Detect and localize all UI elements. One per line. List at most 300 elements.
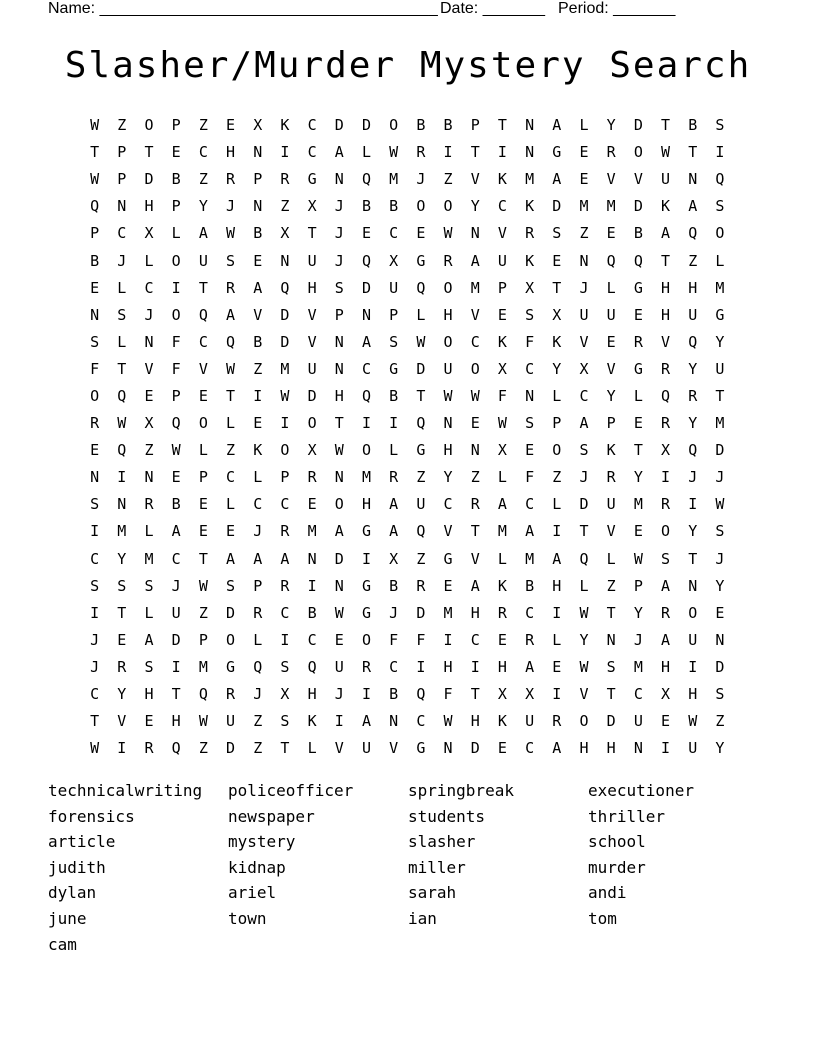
grid-letter[interactable]: E	[497, 630, 507, 649]
grid-letter[interactable]: H	[443, 657, 453, 676]
grid-letter[interactable]: D	[171, 630, 181, 649]
grid-letter[interactable]: R	[416, 576, 426, 595]
grid-letter[interactable]: Q	[715, 170, 725, 189]
grid-letter[interactable]: I	[280, 414, 290, 433]
grid-letter[interactable]: Q	[198, 305, 208, 324]
grid-letter[interactable]: I	[253, 386, 263, 405]
grid-letter[interactable]: W	[579, 603, 589, 622]
grid-letter[interactable]: J	[579, 278, 589, 297]
grid-letter[interactable]: D	[361, 116, 371, 135]
grid-letter[interactable]: Y	[715, 332, 725, 351]
grid-letter[interactable]: S	[117, 576, 127, 595]
grid-letter[interactable]: X	[389, 549, 399, 568]
grid-letter[interactable]: R	[280, 522, 290, 541]
grid-letter[interactable]: T	[307, 224, 317, 243]
grid-letter[interactable]: W	[226, 224, 236, 243]
grid-letter[interactable]: W	[198, 712, 208, 731]
grid-letter[interactable]: C	[416, 712, 426, 731]
grid-letter[interactable]: B	[90, 251, 100, 270]
grid-letter[interactable]: V	[497, 224, 507, 243]
grid-letter[interactable]: Z	[579, 224, 589, 243]
grid-letter[interactable]: O	[307, 414, 317, 433]
grid-letter[interactable]: A	[661, 576, 671, 595]
grid-letter[interactable]: N	[334, 468, 344, 487]
grid-letter[interactable]: H	[688, 685, 698, 704]
grid-letter[interactable]: E	[606, 332, 616, 351]
grid-letter[interactable]: S	[715, 522, 725, 541]
grid-letter[interactable]: U	[688, 630, 698, 649]
grid-letter[interactable]: I	[661, 739, 671, 758]
grid-letter[interactable]: Q	[226, 332, 236, 351]
grid-letter[interactable]: R	[361, 657, 371, 676]
grid-letter[interactable]: B	[443, 116, 453, 135]
grid-letter[interactable]: M	[525, 549, 535, 568]
grid-letter[interactable]: C	[171, 549, 181, 568]
grid-letter[interactable]: M	[579, 197, 589, 216]
grid-letter[interactable]: C	[280, 495, 290, 514]
grid-letter[interactable]: E	[552, 251, 562, 270]
grid-letter[interactable]: Z	[606, 576, 616, 595]
grid-letter[interactable]: S	[280, 657, 290, 676]
grid-letter[interactable]: S	[661, 549, 671, 568]
grid-letter[interactable]: T	[470, 143, 480, 162]
grid-letter[interactable]: T	[715, 386, 725, 405]
grid-letter[interactable]: S	[117, 305, 127, 324]
grid-letter[interactable]: G	[715, 305, 725, 324]
grid-letter[interactable]: T	[552, 278, 562, 297]
grid-letter[interactable]: L	[144, 251, 154, 270]
grid-letter[interactable]: I	[117, 739, 127, 758]
grid-letter[interactable]: B	[253, 332, 263, 351]
grid-letter[interactable]: N	[334, 170, 344, 189]
grid-letter[interactable]: N	[443, 739, 453, 758]
grid-letter[interactable]: E	[361, 224, 371, 243]
grid-letter[interactable]: W	[579, 657, 589, 676]
grid-letter[interactable]: P	[198, 630, 208, 649]
grid-letter[interactable]: O	[361, 441, 371, 460]
grid-letter[interactable]: C	[497, 197, 507, 216]
grid-letter[interactable]: L	[226, 414, 236, 433]
grid-letter[interactable]: G	[361, 522, 371, 541]
grid-letter[interactable]: V	[606, 522, 616, 541]
grid-letter[interactable]: C	[90, 549, 100, 568]
grid-letter[interactable]: E	[90, 441, 100, 460]
grid-letter[interactable]: E	[198, 386, 208, 405]
grid-letter[interactable]: N	[253, 197, 263, 216]
grid-letter[interactable]: P	[334, 305, 344, 324]
grid-letter[interactable]: O	[633, 143, 643, 162]
grid-letter[interactable]: C	[280, 603, 290, 622]
grid-letter[interactable]: R	[280, 576, 290, 595]
grid-letter[interactable]: O	[198, 414, 208, 433]
grid-letter[interactable]: C	[307, 630, 317, 649]
grid-letter[interactable]: W	[171, 441, 181, 460]
grid-letter[interactable]: J	[171, 576, 181, 595]
grid-letter[interactable]: K	[525, 251, 535, 270]
grid-letter[interactable]: W	[334, 441, 344, 460]
grid-letter[interactable]: T	[579, 522, 589, 541]
grid-letter[interactable]: I	[334, 712, 344, 731]
grid-letter[interactable]: N	[715, 630, 725, 649]
grid-letter[interactable]: L	[416, 305, 426, 324]
grid-letter[interactable]: Z	[416, 468, 426, 487]
grid-letter[interactable]: W	[688, 712, 698, 731]
grid-letter[interactable]: C	[198, 332, 208, 351]
grid-letter[interactable]: D	[606, 712, 616, 731]
grid-letter[interactable]: U	[226, 712, 236, 731]
grid-letter[interactable]: Y	[688, 522, 698, 541]
grid-letter[interactable]: E	[253, 251, 263, 270]
grid-letter[interactable]: V	[579, 685, 589, 704]
grid-letter[interactable]: Z	[253, 739, 263, 758]
grid-letter[interactable]: T	[334, 414, 344, 433]
grid-letter[interactable]: A	[661, 630, 671, 649]
grid-letter[interactable]: E	[470, 414, 480, 433]
grid-letter[interactable]: I	[715, 143, 725, 162]
grid-letter[interactable]: R	[389, 468, 399, 487]
grid-letter[interactable]: X	[307, 197, 317, 216]
grid-letter[interactable]: P	[389, 305, 399, 324]
grid-letter[interactable]: E	[443, 576, 453, 595]
grid-letter[interactable]: B	[389, 197, 399, 216]
grid-letter[interactable]: P	[117, 143, 127, 162]
grid-letter[interactable]: H	[661, 305, 671, 324]
grid-letter[interactable]: H	[144, 197, 154, 216]
grid-letter[interactable]: X	[280, 685, 290, 704]
grid-letter[interactable]: E	[226, 522, 236, 541]
grid-letter[interactable]: D	[416, 603, 426, 622]
grid-letter[interactable]: X	[579, 359, 589, 378]
grid-letter[interactable]: Y	[552, 359, 562, 378]
grid-letter[interactable]: H	[443, 441, 453, 460]
grid-letter[interactable]: I	[688, 657, 698, 676]
grid-letter[interactable]: V	[334, 739, 344, 758]
grid-letter[interactable]: U	[416, 495, 426, 514]
grid-letter[interactable]: C	[253, 495, 263, 514]
grid-letter[interactable]: F	[389, 630, 399, 649]
grid-letter[interactable]: O	[389, 116, 399, 135]
grid-letter[interactable]: W	[280, 386, 290, 405]
grid-letter[interactable]: D	[307, 386, 317, 405]
grid-letter[interactable]: N	[579, 251, 589, 270]
grid-letter[interactable]: O	[171, 305, 181, 324]
grid-letter[interactable]: V	[606, 170, 616, 189]
grid-letter[interactable]: A	[389, 495, 399, 514]
grid-letter[interactable]: J	[253, 685, 263, 704]
grid-letter[interactable]: L	[606, 278, 616, 297]
grid-letter[interactable]: T	[144, 143, 154, 162]
grid-letter[interactable]: T	[688, 143, 698, 162]
grid-letter[interactable]: O	[171, 251, 181, 270]
grid-letter[interactable]: N	[117, 197, 127, 216]
grid-letter[interactable]: Z	[253, 712, 263, 731]
grid-letter[interactable]: L	[117, 278, 127, 297]
grid-letter[interactable]: I	[117, 468, 127, 487]
grid-letter[interactable]: N	[525, 143, 535, 162]
grid-letter[interactable]: X	[280, 224, 290, 243]
grid-letter[interactable]: Q	[416, 685, 426, 704]
grid-letter[interactable]: P	[253, 170, 263, 189]
grid-letter[interactable]: T	[661, 116, 671, 135]
grid-letter[interactable]: S	[525, 305, 535, 324]
grid-letter[interactable]: Q	[171, 739, 181, 758]
grid-letter[interactable]: R	[117, 657, 127, 676]
grid-letter[interactable]: C	[525, 739, 535, 758]
grid-letter[interactable]: D	[633, 116, 643, 135]
grid-letter[interactable]: C	[90, 685, 100, 704]
grid-letter[interactable]: Z	[253, 359, 263, 378]
grid-letter[interactable]: N	[280, 251, 290, 270]
grid-letter[interactable]: M	[633, 495, 643, 514]
grid-letter[interactable]: D	[334, 116, 344, 135]
grid-letter[interactable]: C	[198, 143, 208, 162]
grid-letter[interactable]: B	[525, 576, 535, 595]
grid-letter[interactable]: T	[688, 549, 698, 568]
grid-letter[interactable]: Q	[416, 278, 426, 297]
grid-letter[interactable]: O	[280, 441, 290, 460]
grid-letter[interactable]: U	[661, 170, 671, 189]
grid-letter[interactable]: J	[688, 468, 698, 487]
grid-letter[interactable]: R	[497, 603, 507, 622]
grid-letter[interactable]: E	[552, 657, 562, 676]
grid-letter[interactable]: Y	[688, 414, 698, 433]
grid-letter[interactable]: D	[579, 495, 589, 514]
grid-letter[interactable]: L	[552, 386, 562, 405]
grid-letter[interactable]: Z	[198, 739, 208, 758]
grid-letter[interactable]: A	[552, 116, 562, 135]
grid-letter[interactable]: C	[579, 386, 589, 405]
grid-letter[interactable]: M	[525, 170, 535, 189]
grid-letter[interactable]: Q	[117, 386, 127, 405]
grid-letter[interactable]: G	[361, 576, 371, 595]
grid-letter[interactable]: M	[633, 657, 643, 676]
grid-letter[interactable]: P	[606, 414, 616, 433]
grid-letter[interactable]: X	[307, 441, 317, 460]
grid-letter[interactable]: U	[307, 251, 317, 270]
grid-letter[interactable]: D	[470, 739, 480, 758]
grid-letter[interactable]: Y	[117, 549, 127, 568]
grid-letter[interactable]: A	[661, 224, 671, 243]
grid-letter[interactable]: U	[361, 739, 371, 758]
grid-letter[interactable]: F	[443, 685, 453, 704]
grid-letter[interactable]: A	[525, 522, 535, 541]
grid-letter[interactable]: Z	[443, 170, 453, 189]
grid-letter[interactable]: L	[497, 549, 507, 568]
grid-letter[interactable]: E	[497, 305, 507, 324]
grid-letter[interactable]: X	[144, 414, 154, 433]
grid-letter[interactable]: S	[226, 251, 236, 270]
grid-letter[interactable]: Z	[416, 549, 426, 568]
grid-letter[interactable]: D	[226, 739, 236, 758]
grid-letter[interactable]: J	[90, 630, 100, 649]
grid-letter[interactable]: Z	[280, 197, 290, 216]
grid-letter[interactable]: U	[198, 251, 208, 270]
grid-letter[interactable]: Q	[633, 251, 643, 270]
grid-letter[interactable]: R	[525, 630, 535, 649]
grid-letter[interactable]: L	[552, 630, 562, 649]
grid-letter[interactable]: H	[552, 576, 562, 595]
grid-letter[interactable]: I	[280, 143, 290, 162]
grid-letter[interactable]: B	[171, 170, 181, 189]
grid-letter[interactable]: A	[361, 712, 371, 731]
grid-letter[interactable]: A	[470, 576, 480, 595]
grid-letter[interactable]: W	[90, 116, 100, 135]
grid-letter[interactable]: N	[443, 414, 453, 433]
grid-letter[interactable]: A	[552, 170, 562, 189]
grid-letter[interactable]: D	[633, 197, 643, 216]
grid-letter[interactable]: Q	[307, 657, 317, 676]
grid-letter[interactable]: V	[579, 332, 589, 351]
grid-letter[interactable]: Q	[171, 414, 181, 433]
grid-letter[interactable]: L	[144, 603, 154, 622]
grid-letter[interactable]: S	[715, 116, 725, 135]
grid-letter[interactable]: D	[715, 657, 725, 676]
grid-letter[interactable]: H	[579, 739, 589, 758]
grid-letter[interactable]: B	[389, 685, 399, 704]
grid-letter[interactable]: R	[253, 603, 263, 622]
grid-letter[interactable]: M	[117, 522, 127, 541]
grid-letter[interactable]: V	[661, 332, 671, 351]
grid-letter[interactable]: W	[443, 386, 453, 405]
grid-letter[interactable]: L	[361, 143, 371, 162]
grid-letter[interactable]: B	[416, 116, 426, 135]
grid-letter[interactable]: I	[552, 603, 562, 622]
grid-letter[interactable]: G	[633, 278, 643, 297]
grid-letter[interactable]: C	[470, 332, 480, 351]
grid-letter[interactable]: C	[361, 359, 371, 378]
grid-letter[interactable]: Q	[198, 685, 208, 704]
grid-letter[interactable]: I	[443, 630, 453, 649]
grid-letter[interactable]: U	[443, 359, 453, 378]
grid-letter[interactable]: Z	[470, 468, 480, 487]
grid-letter[interactable]: Q	[606, 251, 616, 270]
grid-letter[interactable]: J	[253, 522, 263, 541]
grid-letter[interactable]: T	[198, 549, 208, 568]
grid-letter[interactable]: N	[525, 386, 535, 405]
grid-letter[interactable]: A	[552, 739, 562, 758]
grid-letter[interactable]: U	[579, 305, 589, 324]
grid-letter[interactable]: L	[117, 332, 127, 351]
grid-letter[interactable]: O	[416, 197, 426, 216]
grid-letter[interactable]: X	[525, 278, 535, 297]
grid-letter[interactable]: J	[389, 603, 399, 622]
grid-letter[interactable]: E	[171, 143, 181, 162]
grid-letter[interactable]: G	[361, 603, 371, 622]
grid-letter[interactable]: C	[470, 630, 480, 649]
grid-letter[interactable]: S	[280, 712, 290, 731]
grid-letter[interactable]: L	[171, 224, 181, 243]
date-field[interactable]: Date: _______	[440, 0, 545, 17]
grid-letter[interactable]: L	[253, 630, 263, 649]
grid-letter[interactable]: A	[198, 224, 208, 243]
grid-letter[interactable]: O	[443, 197, 453, 216]
grid-letter[interactable]: I	[361, 414, 371, 433]
grid-letter[interactable]: W	[497, 414, 507, 433]
grid-letter[interactable]: U	[389, 278, 399, 297]
grid-letter[interactable]: D	[552, 197, 562, 216]
grid-letter[interactable]: B	[389, 576, 399, 595]
grid-letter[interactable]: A	[334, 143, 344, 162]
grid-letter[interactable]: Y	[606, 116, 616, 135]
grid-letter[interactable]: Y	[715, 739, 725, 758]
grid-letter[interactable]: Z	[198, 603, 208, 622]
grid-letter[interactable]: B	[171, 495, 181, 514]
grid-letter[interactable]: W	[198, 576, 208, 595]
grid-letter[interactable]: H	[361, 495, 371, 514]
grid-letter[interactable]: H	[144, 685, 154, 704]
grid-letter[interactable]: N	[117, 495, 127, 514]
grid-letter[interactable]: Q	[688, 441, 698, 460]
grid-letter[interactable]: O	[226, 630, 236, 649]
grid-letter[interactable]: A	[226, 549, 236, 568]
grid-letter[interactable]: N	[688, 170, 698, 189]
period-field[interactable]: Period: _______	[558, 0, 676, 17]
grid-letter[interactable]: G	[416, 441, 426, 460]
grid-letter[interactable]: H	[171, 712, 181, 731]
grid-letter[interactable]: M	[307, 522, 317, 541]
grid-letter[interactable]: N	[334, 359, 344, 378]
grid-letter[interactable]: R	[226, 170, 236, 189]
grid-letter[interactable]: S	[579, 441, 589, 460]
grid-letter[interactable]: E	[144, 386, 154, 405]
grid-letter[interactable]: T	[661, 251, 671, 270]
grid-letter[interactable]: M	[198, 657, 208, 676]
grid-letter[interactable]: P	[552, 414, 562, 433]
grid-letter[interactable]: C	[389, 657, 399, 676]
grid-letter[interactable]: V	[443, 522, 453, 541]
grid-letter[interactable]: Q	[280, 278, 290, 297]
grid-letter[interactable]: M	[470, 278, 480, 297]
grid-letter[interactable]: T	[280, 739, 290, 758]
grid-letter[interactable]: L	[579, 576, 589, 595]
grid-letter[interactable]: P	[171, 386, 181, 405]
grid-letter[interactable]: U	[688, 739, 698, 758]
grid-letter[interactable]: V	[389, 739, 399, 758]
grid-letter[interactable]: F	[525, 468, 535, 487]
grid-letter[interactable]: I	[280, 630, 290, 649]
grid-letter[interactable]: O	[688, 603, 698, 622]
grid-letter[interactable]: U	[497, 251, 507, 270]
grid-letter[interactable]: N	[525, 116, 535, 135]
grid-letter[interactable]: B	[361, 197, 371, 216]
grid-letter[interactable]: L	[552, 495, 562, 514]
grid-letter[interactable]: H	[688, 278, 698, 297]
grid-letter[interactable]: N	[361, 305, 371, 324]
grid-letter[interactable]: G	[389, 359, 399, 378]
grid-letter[interactable]: W	[416, 332, 426, 351]
grid-letter[interactable]: S	[715, 197, 725, 216]
grid-letter[interactable]: L	[497, 468, 507, 487]
grid-letter[interactable]: U	[334, 657, 344, 676]
grid-letter[interactable]: C	[525, 359, 535, 378]
grid-letter[interactable]: A	[579, 414, 589, 433]
grid-letter[interactable]: C	[226, 468, 236, 487]
grid-letter[interactable]: R	[688, 386, 698, 405]
grid-letter[interactable]: L	[198, 441, 208, 460]
grid-letter[interactable]: W	[661, 143, 671, 162]
grid-letter[interactable]: O	[715, 224, 725, 243]
grid-letter[interactable]: K	[497, 576, 507, 595]
grid-letter[interactable]: C	[525, 603, 535, 622]
grid-letter[interactable]: O	[579, 712, 589, 731]
grid-letter[interactable]: Q	[688, 332, 698, 351]
grid-letter[interactable]: A	[253, 549, 263, 568]
grid-letter[interactable]: D	[226, 603, 236, 622]
grid-letter[interactable]: N	[470, 441, 480, 460]
grid-letter[interactable]: D	[280, 332, 290, 351]
grid-letter[interactable]: J	[715, 549, 725, 568]
grid-letter[interactable]: D	[361, 278, 371, 297]
